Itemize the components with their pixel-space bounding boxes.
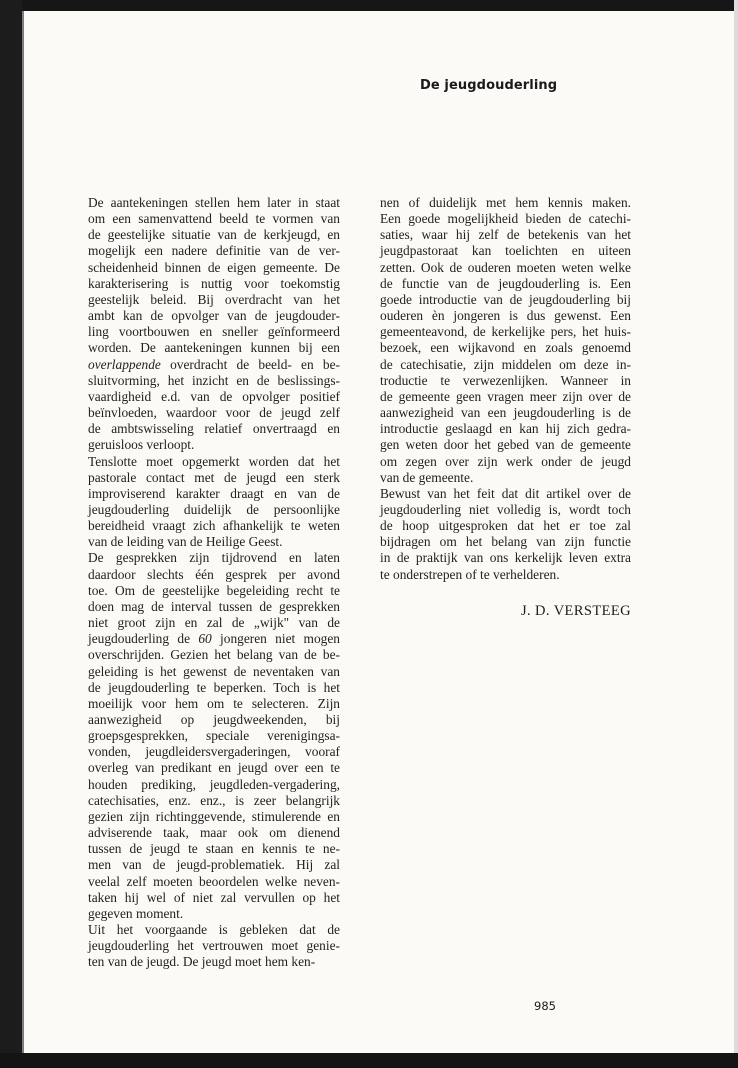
text-line: toe. Om de geestelijke begeleiding recht te bbox=[88, 582, 340, 598]
text-line: overlappende overdracht de beeld- en be- bbox=[88, 356, 340, 372]
text-line: Uit het voorgaande is gebleken dat de bbox=[88, 922, 340, 938]
text-line: overschrijden. Gezien het belang van de be- bbox=[88, 647, 340, 663]
text-line: om zegen over zijn werk onder de jeugd bbox=[380, 453, 631, 469]
text-line: groepsgesprekken, speciale verenigingsa- bbox=[88, 728, 340, 744]
paragraph bbox=[88, 195, 340, 454]
text-line: ten van de jeugd. De jeugd moet hem ken- bbox=[88, 954, 316, 970]
text-line: daardoor slechts één gesprek per avond bbox=[88, 566, 340, 582]
text-line: aanwezigheid van een jeugdouderling is de bbox=[380, 405, 631, 421]
text-line: de hoop uitgesproken dat het er toe zal bbox=[380, 518, 631, 534]
text-line: overleg van predikant en jeugd over een te bbox=[88, 760, 340, 776]
text-line: vonden, jeugdleidersvergaderingen, vooraf bbox=[88, 744, 340, 760]
text-line: geestelijk beleid. Bij overdracht van het bbox=[88, 291, 340, 307]
text-line: vaardigheid e.d. van de opvolger positief bbox=[88, 388, 340, 404]
text-line: zetten. Ook de ouderen moeten weten welke bbox=[380, 259, 631, 275]
text-line: goede introductie van de jeugdouderling bij bbox=[380, 291, 631, 307]
text-line: ambt kan de opvolger van de jeugdouder- bbox=[88, 308, 340, 324]
page-number: 985 bbox=[534, 999, 556, 1013]
text-line: de gemeente geen vragen meer zijn over de bbox=[380, 388, 631, 404]
author-signature: J. D. VERSTEEG bbox=[520, 603, 631, 619]
text-line: doen mag de interval tussen de gesprekken bbox=[88, 598, 340, 614]
paragraph-part bbox=[88, 647, 340, 922]
text-line: de functie van de jeugdouderling is. Een bbox=[380, 275, 631, 291]
paragraph bbox=[88, 922, 340, 970]
text-line: gen weten door het gebed van de gemeente bbox=[380, 437, 631, 453]
text-line: taken hij wel of niet zal vervullen op het bbox=[88, 889, 340, 905]
text-line: de geestelijke situatie van de kerkjeugd, en bbox=[88, 227, 340, 243]
text-line: De gesprekken zijn tijdrovend en laten bbox=[88, 550, 340, 566]
text-line: Een goede mogelijkheid bieden de catechi- bbox=[380, 211, 631, 227]
text-line: de ambtswisseling relatief onvertraagd en bbox=[88, 421, 340, 437]
text-line: saties, waar hij zelf de betekenis van het bbox=[380, 227, 631, 243]
text-line: niet groot zijn en zal de „wijk" van de bbox=[88, 615, 340, 631]
text-line: bezoek, een wijkavond en zoals genoemd bbox=[380, 340, 631, 356]
text-line: worden. De aantekeningen kunnen bij een bbox=[88, 340, 340, 356]
text-line: De aantekeningen stellen hem later in staat bbox=[88, 195, 340, 210]
text-line: jeugdouderling duidelijk de persoonlijke bbox=[88, 501, 340, 517]
text-line: veelal zelf moeten beoordelen welke neven- bbox=[88, 873, 340, 889]
text-line: men van de jeugd-problematiek. Hij zal bbox=[88, 857, 340, 873]
paragraph-part bbox=[88, 550, 340, 631]
scan-border-bottom bbox=[0, 1053, 738, 1068]
text-line: moeilijk voor hem om te selecteren. Zijn bbox=[88, 695, 340, 711]
text-line: aanwezigheid op jeugdweekenden, bij bbox=[88, 712, 340, 727]
text-line: de jeugdouderling te beperken. Toch is het bbox=[88, 679, 340, 695]
text-line: improviserend karakter draagt en van de bbox=[88, 485, 340, 501]
text-line: tussen de jeugd te staan en kennis te ne- bbox=[88, 841, 340, 857]
text-line: geruisloos verloopt. bbox=[88, 437, 195, 453]
text-line: jeugdpastoraat kan toelichten en uiteen bbox=[380, 243, 631, 259]
text-line: adviserende taak, maar ook om dienend bbox=[88, 825, 340, 841]
text-line: jeugdouderling de 60 jongeren niet mogen bbox=[88, 631, 341, 647]
text-line: ouderen èn jongeren is dus gewenst. Een bbox=[380, 308, 631, 324]
text-line: geleiding is het gewenst de neventaken van bbox=[88, 663, 340, 679]
paragraph bbox=[88, 454, 340, 551]
text-line: de catechisatie, zijn middelen om deze in- bbox=[380, 356, 631, 372]
paragraph bbox=[380, 195, 631, 486]
text-line: bereidheid vraagt zich afhankelijk te weten bbox=[88, 518, 340, 534]
text-line: ling voortbouwen en sneller geïnformeerd bbox=[88, 324, 340, 340]
text-line: houden prediking, jeugdleden-vergadering, bbox=[88, 776, 340, 792]
text-line: Bewust van het feit dat dit artikel over de bbox=[380, 485, 631, 501]
text-line: mogelijk een nadere definitie van de ver- bbox=[88, 243, 340, 259]
text-line: pastorale contact met de jeugd een sterk bbox=[88, 469, 340, 485]
text-line: te onderstrepen of te verhelderen. bbox=[380, 566, 560, 582]
text-line: in de praktijk van ons kerkelijk leven extra bbox=[380, 550, 631, 566]
text-line: troductie te verwezenlijken. Wanneer in bbox=[380, 372, 631, 388]
text-line: bijdragen om het belang van zijn functie bbox=[380, 534, 631, 550]
text-line: gegeven moment. bbox=[88, 905, 184, 921]
text-line: sluitvorming, het inzicht en de beslissings- bbox=[88, 372, 340, 388]
text-line: Tenslotte moet opgemerkt worden dat het bbox=[88, 453, 340, 469]
paragraph bbox=[88, 550, 340, 922]
scan-border-left bbox=[0, 0, 22, 1068]
scan-border-right bbox=[734, 0, 738, 1068]
paragraph bbox=[380, 486, 631, 583]
text-line: nen of duidelijk met hem kennis maken. bbox=[380, 195, 631, 210]
running-head: De jeugdouderling bbox=[420, 78, 558, 93]
text-line: karakterisering is nuttig voor toekomstig bbox=[88, 275, 340, 291]
text-line: jeugdouderling niet volledig is, wordt toch bbox=[380, 501, 631, 517]
text-line: beïnvloeden, waardoor voor de jeugd zelf bbox=[88, 405, 340, 421]
text-line: jeugdouderling het vertrouwen moet genie- bbox=[88, 938, 340, 954]
scan-border-top bbox=[0, 0, 738, 11]
text-line: introductie geslaagd en kan hij zich gedra- bbox=[380, 421, 631, 437]
text-line: van de gemeente. bbox=[380, 469, 474, 485]
text-line: gezien zijn richtinggevende, stimulerende en bbox=[88, 808, 340, 824]
right-column bbox=[380, 195, 631, 583]
text-line: scheidenheid binnen de eigen gemeente. De bbox=[88, 259, 340, 275]
left-column bbox=[88, 195, 340, 971]
text-line: om een samenvattend beeld te vormen van bbox=[88, 211, 340, 227]
text-line: catechisaties, enz. enz., is zeer belangrijk bbox=[88, 792, 340, 808]
text-line: van de leiding van de Heilige Geest. bbox=[88, 534, 283, 550]
text-line: gemeenteavond, de kerkelijke pers, het huis- bbox=[380, 324, 631, 340]
scan-border-left-shadow bbox=[22, 11, 24, 1068]
